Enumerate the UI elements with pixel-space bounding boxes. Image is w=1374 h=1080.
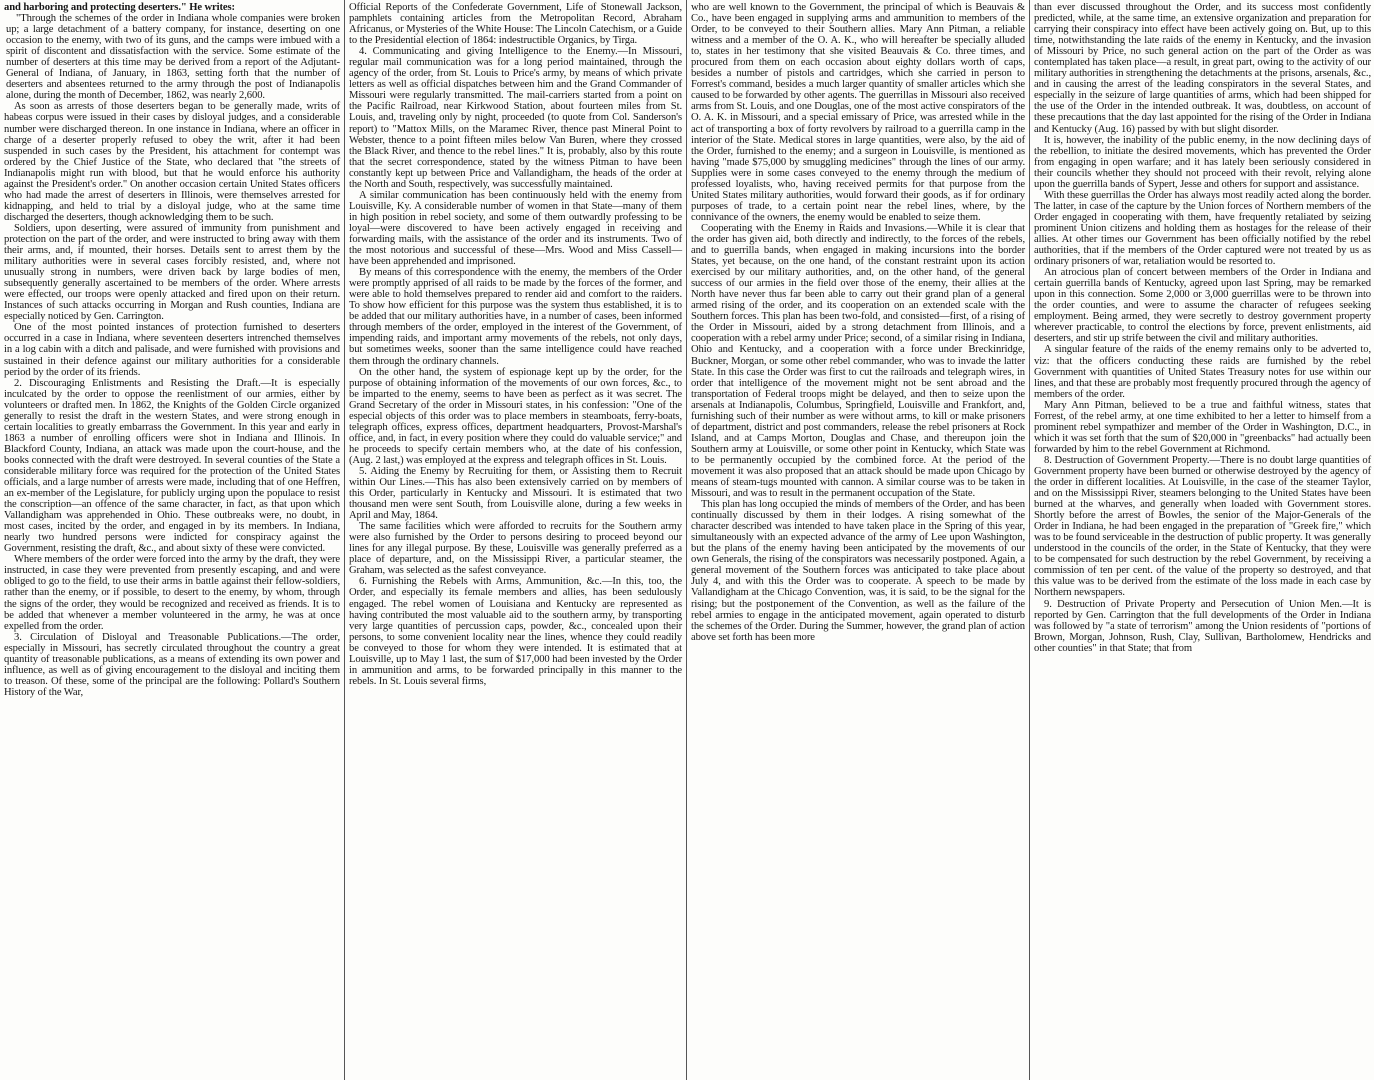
column-2 bbox=[345, 0, 685, 1080]
column-1 bbox=[0, 0, 343, 1080]
paragraph: As soon as arrests of those deserters began to be generally made, writs of habeas corpus were issued in their cases by disloyal judges, and a considerable number were discharged thereon. In one instance in Indiana, where an officer in charge of a deserter properly refused to obey the writ, after it had been suspended in such cases by the President, his attachment for contempt was ordered by the Chief Justice of the State, who declared that "the streets of Indianapolis might run with blood, but that he would enforce his authority against the President's order." On another occasion certain United States officers who had made the arrest of deserters in Illinois, were themselves arrested for kidnapping, and held to trial by a disloyal judge, who at the same time discharged the deserters, though acknowledging them to be such. bbox=[4, 101, 340, 223]
paragraph: An atrocious plan of concert between members of the Order in Indiana and certain guerrilla bands of Kentucky, agreed upon last Spring, may be remarked upon in this connection. Some 2,000 or 3,000 guerrillas were to be thrown into the order counties, and were to assume the character of refugees seeking employment. Being armed, they were secretly to destroy government property wherever practicable, to control the elections by force, prevent enlistments, aid deserters, and stir up strife between the civil and military authorities. bbox=[1034, 267, 1371, 345]
paragraph: 6. Furnishing the Rebels with Arms, Ammunition, &c.—In this, too, the Order, and especially its female members and allies, has been sedulously engaged. The rebel women of Louisiana and Kentucky are represented as having contributed the most valuable aid to the southern army, by transporting very large quantities of percussion caps, powder, &c., concealed upon their persons, to some convenient locality near the lines, whence they could readily be conveyed to those for whom they were intended. It is estimated that at Louisville, up to May 1 last, the sum of $17,000 had been invested by the Order in ammunition and arms, to be forwarded principally in this manner to the rebels. In St. Louis several firms, bbox=[349, 576, 682, 687]
paragraph: 3. Circulation of Disloyal and Treasonable Publications.—The order, especially in Missouri, has secretly circulated throughout the country a great quantity of treasonable publications, as a means of extending its own power and influence, as well as of giving encouragement to the disloyal and inciting them to treason. Of these, some of the principal are the following: Pollard's Southern History of the War, bbox=[4, 631, 340, 698]
paragraph: A singular feature of the raids of the enemy remains only to be adverted to, viz: that the officers conducting these raids are furnished by the rebel Government with quantities of United States Treasury notes for use within our lines, and that these are probably most frequently procured through the agency of members of the order. bbox=[1034, 344, 1371, 400]
paragraph: Where members of the order were forced into the army by the draft, they were instructed, in case they were prevented from presently escaping, and and were obliged to go to the field, to use their arms in battle against their fellow-soldiers, rather than the enemy, or if possible, to desert to the enemy, by whom, through the signs of the order, they would be recognized and received as friends. It is to be added that whenever a member volunteered in the army, he was at once expelled from the order. bbox=[4, 554, 340, 632]
paragraph: Soldiers, upon deserting, were assured of immunity from punishment and protection on the part of the order, and were instructed to bring away with them their arms, and, if mounted, their horses. Details sent to arrest them by the military authorities were in several cases forcibly resisted, and, where not unusually strong in numbers, were driven back by large bodies of men, subsequently generally ascertained to be members of the order. Where arrests were effected, our troops were openly attacked and fired upon on their return. Instances of such attacks occurring in Morgan and Rush counties, Indiana are especially noticed by Gen. Carrington. bbox=[4, 222, 340, 323]
paragraph: "Through the schemes of the order in Indiana whole companies were broken up; a large detachment of a battery company, for instance, deserting on one occasion to the enemy, with two of its guns, and the camps were imbued with a spirit of discontent and dissatisfaction with the service. Some estimate of the number of deserters at this time may be derived from a report of the Adjutant-General of Indiana, of January, in 1863, setting forth that the number of deserters and absentees returned to the army through the post of Indianapolis alone, during the month of December, 1862, was nearly 2,600. bbox=[6, 13, 340, 102]
paragraph: With these guerrillas the Order has always most readily acted along the border. The latter, in case of the capture by the Union forces of Northern members of the Order engaged in cooperating with them, have frequently retaliated by seizing prominent Union citizens and holding them as hostages for the release of their allies. At other times our Government has been officially notified by the rebel authorities, that if the members of the Order captured were not treated by us as ordinary prisoners of war, retaliation would be resorted to. bbox=[1034, 189, 1371, 268]
paragraph: One of the most pointed instances of protection furnished to deserters occurred in a case in Indiana, where seventeen deserters intrenched themselves in a log cabin with a ditch and palisade, and were furnished with provisions and sustained in their defence against our military authorities for a considerable period by the order of its friends. bbox=[4, 322, 340, 378]
paragraph: Cooperating with the Enemy in Raids and Invasions.—While it is clear that the order has given aid, both directly and indirectly, to the forces of the rebels, and to guerrilla bands, when engaged in making incursions into the border States, yet because, on the one hand, of the constant restraint upon its action exercised by our military authorities, and, on the other hand, of the general success of our armies in the field over those of the enemy, their allies at the North have never thus far been able to carry out their grand plan of a general armed rising of the order, and its cooperation on an extended scale with the Southern forces. This plan has been two-fold, and consisted—first, of a rising of the Order in Missouri, aided by a strong detachment from Illinois, and a cooperation with a rebel army under Price; second, of a similar rising in Indiana, Ohio and Kentucky, and a cooperation with a force under Breckinridge, Buckner, Morgan, or some other rebel commander, who was to invade the latter State. In this case the Order was first to cut the railroads and telegraph wires, in order that intelligence of the movement might not be sent abroad and the transportation of Federal troops might be delayed, and then to seize upon the arsenals at Indianapolis, Columbus, Springfield, Louisville and Frankfort, and, furnishing such of their number as were without arms, to kill or make prisoners of department, district and post commanders, release the rebel prisoners at Rock Island, and at Camps Morton, Douglas and Chase, and thereupon join the Southern army at Louisville, or some other point in Kentucky, which State was to be permanently occupied by the combined force. At the period of the movement it was also proposed that an attack should be made upon Chicago by means of steam-tugs mounted with cannon. A similar course was to be taken in Missouri, and was to result in the permanent occupation of the State. bbox=[691, 222, 1025, 500]
paragraph: It is, however, the inability of the public enemy, in the now declining days of the rebellion, to initiate the desired movements, which has prevented the Order from engaging in open warfare; and it has lately been seriously considered in their councils whether they should not proceed with their revolt, relying alone upon the guerrilla bands of Sypert, Jesse and others for support and assistance. bbox=[1034, 134, 1371, 190]
paragraph: A similar communication has been continuously held with the enemy from Louisville, Ky. A considerable number of women in that State—many of them in high position in rebel society, and some of them outwardly professing to be loyal—were discovered to have been actively engaged in receiving and forwarding mails, with the assistance of the order and its instruments. Two of the most notorious and successful of these—Mrs. Wood and Miss Cassell—have been apprehended and imprisoned. bbox=[349, 189, 682, 268]
paragraph: The same facilities which were afforded to recruits for the Southern army were also furnished by the Order to persons desiring to proceed beyond our lines for any illegal purpose. By these, Louisville was generally preferred as a place of departure, and, on the Mississippi River, a particular steamer, the Graham, was selected as the safest conveyance. bbox=[349, 521, 682, 577]
column-4 bbox=[1030, 0, 1374, 1080]
paragraph: than ever discussed throughout the Order, and its success most confidently predicted, while, at the same time, an extensive organization and preparation for carrying their conspiracy into effect have been actively going on. But, up to this time, notwithstanding the late raids of the enemy in Kentucky, and the invasion of Missouri by Price, no such general action on the part of the Order as was contemplated has taken place—a result, in great part, owing to the activity of our military authorities in strengthening the detachments at the prisons, arsenals, &c., and in causing the arrest of the leading conspirators in the several States, and especially in the seizure of large quantities of arms, which had been shipped for the use of the Order in the intended outbreak. It was, doubtless, on account of these precautions that the day last appointed for the rising of the Order in Indiana and Kentucky (Aug. 16) passed by with but slight disorder. bbox=[1034, 2, 1371, 135]
paragraph: who are well known to the Government, the principal of which is Beauvais & Co., have been engaged in supplying arms and ammunition to members of the Order, to be conveyed to their Southern allies. Mary Ann Pitman, a reliable witness and a member of the O. A. K., who will hereafter be specially alluded to, states in her testimony that she visited Beauvais & Co. three times, and procured from them on each occasion about eighty dollars worth of caps, besides a number of pistols and cartridges, which she carried in person to Forrest's command, besides a much larger quantity of smaller articles which she caused to be forwarded by other agents. The guerrillas in Missouri also received arms from St. Louis, and one Douglas, one of the most active conspirators of the O. A. K. in Missouri, and a special emissary of Price, was arrested while in the act of transporting a box of forty revolvers by railroad to a guerrilla camp in the interior of the State. Medical stores in large quantities, were also, by the aid of the Order, furnished to the enemy; and a surgeon in Louisville, is mentioned as having "made $75,000 by smuggling medicines" through the lines of our army. Supplies were in some cases conveyed to the enemy through the medium of professed loyalists, who, having received permits for that purpose from the United States military authorities, would forward their goods, as if for ordinary purposes of trade, to a certain point near the rebel lines, where, by the connivance of the owners, the enemy would be enabled to seize them. bbox=[691, 2, 1025, 223]
paragraph: 9. Destruction of Private Property and Persecution of Union Men.—It is reported by Gen. Carrington that the full developments of the Order in Indiana was followed by "a state of terrorism" among the Union residents of "portions of Brown, Morgan, Johnson, Rush, Clay, Sullivan, Bartholomew, Hendricks and other counties" in that State; that from bbox=[1034, 598, 1371, 654]
paragraph: This plan has long occupied the minds of members of the Order, and has been continually discussed by them in their lodges. A rising somewhat of the character described was intended to have taken place in the Spring of this year, simultaneously with an expected advance of the army of Lee upon Washington, but the plans of the enemy having been anticipated by the movements of our own Generals, the rising of the conspirators was necessarily postponed. Again, a general movement of the Southern forces was anticipated to take place about July 4, and with this the Order was to cooperate. A speech to be made by Vallandigham at the Chicago Convention, was, it is said, to be the signal for the rising; but the postponement of the Convention, as well as the failure of the rebel armies to engage in the anticipated movement, again operated to disturb the schemes of the Order. During the Summer, however, the grand plan of action above set forth has been more bbox=[691, 499, 1025, 643]
paragraph: 2. Discouraging Enlistments and Resisting the Draft.—It is especially inculcated by the order to oppose the reenlistment of our armies, either by volunteers or drafted men. In 1862, the Knights of the Golden Circle organized generally to resist the draft in the western States, and were strong enough in certain localities to greatly embarrass the Government. In this year and early in 1863 a number of enrolling officers were shot in Indiana and Illinois. In Blackford County, Indiana, an attack was made upon the court-house, and the books connected with the draft were destroyed. In several counties of the State a considerable military force was required for the protection of the United States officials, and a large number of arrests were made, including that of one Heffren, an ex-member of the Legislature, for publicly urging upon the populace to resist the conscription—an offence of the same character, in fact, as that upon which Vallandigham was apprehended in Ohio. These outbreaks were, no doubt, in most cases, incited by the order, and engaged in by its members. In Indiana, nearly two hundred persons were indicted for conspiracy against the Government, resisting the draft, &c., and about sixty of these were convicted. bbox=[4, 377, 340, 555]
paragraph: 4. Communicating and giving Intelligence to the Enemy.—In Missouri, regular mail communication was for a long period maintained, through the agency of the order, from St. Louis to Price's army, by means of which private letters as well as official dispatches between him and the Grand Commander of Missouri were regularly transmitted. The mail-carriers started from a point on the Pacific Railroad, near Kirkwood Station, about fourteen miles from St. Louis, and, traveling only by night, proceeded (to quote from Col. Sanderson's report) to "Mattox Mills, on the Maramec River, thence past Mineral Point to Webster, thence to a point fifteen miles below Van Buren, where they crossed the Black River, and thence to the rebel lines." It is, probably, also by this route that the secret correspondence, stated by the witness Pitman to have been constantly kept up between Price and Vallandigham, the heads of the order at the North and South, respectively, was successfully maintained. bbox=[349, 46, 682, 190]
column-3 bbox=[687, 0, 1028, 1080]
paragraph: 8. Destruction of Government Property.—There is no doubt large quantities of Government property have been burned or otherwise destroyed by the agency of the order in different localities. At Louisville, in the case of the steamer Taylor, and on the Mississippi River, steamers belonging to the United States have been burned at the wharves, and generally when loaded with Government stores. Shortly before the arrest of Bowles, the senior of the Major-Generals of the Order in Indiana, he had been engaged in the preparation of "Greek fire," which was to be found serviceable in the destruction of public property. It was generally understood in the councils of the order, in the State of Kentucky, that they were to be compensated for such destruction by the rebel Government, by receiving a commission of ten per cent. of the value of the property so destroyed, and that this value was to be derived from the estimate of the loss made in each case by Northern newspapers. bbox=[1034, 454, 1371, 599]
paragraph: On the other hand, the system of espionage kept up by the order, for the purpose of obtaining information of the movements of our own forces, &c., to be imparted to the enemy, seems to have been as perfect as it was secret. The Grand Secretary of the order in Missouri states, in his confession: "One of the especial objects of this order was to place members in steamboats, ferry-boats, telegraph offices, express offices, department headquarters, Provost-Marshal's office, and, in fact, in every position where they could do valuable service;" and he proceeds to specify certain members who, at the date of his confession, (Aug. 2 last,) was employed at the express and telegraph offices in St. Louis. bbox=[349, 366, 682, 466]
paragraph: Official Reports of the Confederate Government, Life of Stonewall Jackson, pamphlets containing articles from the Metropolitan Record, Abraham Africanus, or Mysteries of the White House: The Lincoln Catechism, or a Guide to the Presidential election of 1864: indestructible Organics, by Tirga. bbox=[349, 2, 682, 47]
paragraph: 5. Aiding the Enemy by Recruiting for them, or Assisting them to Recruit within Our Lines.—This has also been extensively carried on by members of this Order, particularly in Kentucky and Missouri. It is estimated that two thousand men were sent South, from Louisville alone, during a few weeks in April and May, 1864. bbox=[349, 465, 682, 522]
paragraph: and harboring and protecting deserters." He writes: bbox=[4, 2, 235, 13]
paragraph: Mary Ann Pitman, believed to be a true and faithful witness, states that Forrest, of the rebel army, at one time exhibited to her a letter to himself from a prominent rebel sympathizer and member of the Order in Washington, D.C., in which it was set forth that the sum of $20,000 in "greenbacks" had actually been forwarded by him to the rebel Government at Richmond. bbox=[1034, 399, 1371, 455]
paragraph: By means of this correspondence with the enemy, the members of the Order were promptly apprised of all raids to be made by the forces of the former, and were able to hold themselves prepared to render aid and comfort to the raiders. To show how efficient for this purpose was the system thus established, it is to be added that our military authorities have, in a number of cases, been informed through members of the order, employed in the interest of the Government, of impending raids, and important army movements of the rebels, not only days, but sometimes weeks, sooner than the same intelligence could have reached them through the ordinary channels. bbox=[349, 267, 682, 367]
